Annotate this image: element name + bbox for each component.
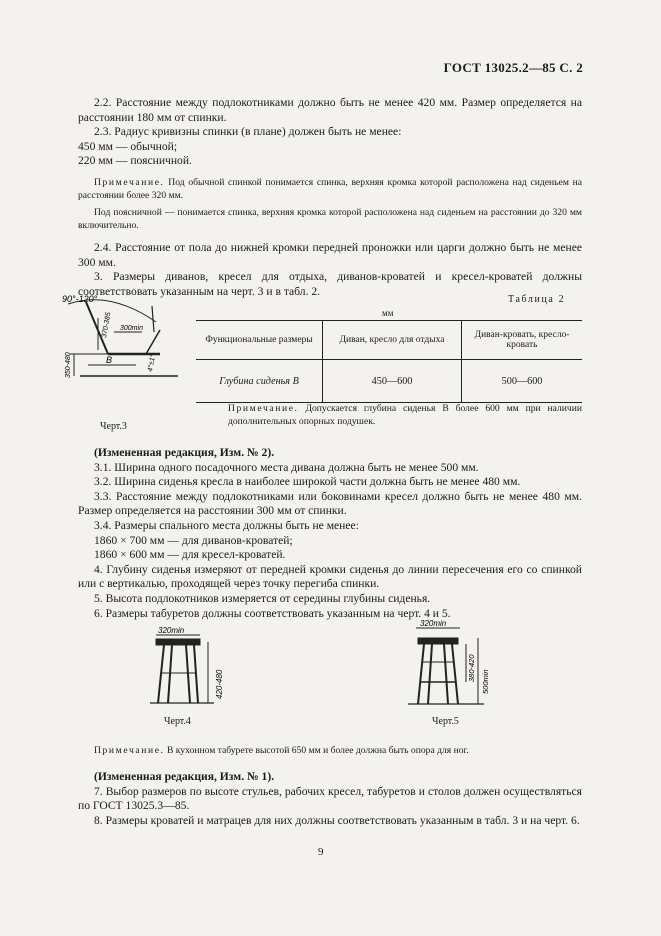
fig4-width: 320min — [158, 626, 185, 635]
text-block-top — [78, 96, 582, 299]
paragraph-8: 8. Размеры кроватей и матрацев для них должны соответствовать указанным в табл. 3 и на черт. 6. — [94, 813, 580, 827]
figure-3-drawing — [60, 292, 180, 400]
paragraph-5: 5. Высота подлокотников измеряется от середины глубины сиденья. — [94, 591, 431, 605]
table-2-header-2: Диван, кресло для отдыха — [323, 321, 462, 360]
page-number: 9 — [318, 846, 324, 858]
note-3-text: В кухонном табурете высотой 650 мм и более должна быть опора для ног. — [166, 745, 469, 756]
table-2-note-text: Допускается глубина сиденья B более 600 мм при наличии дополнительных опорных подушек. — [228, 403, 583, 427]
paragraph-2-3a: 450 мм — обычной; — [78, 139, 178, 153]
table-2-header-1: Функциональные размеры — [196, 321, 323, 360]
table-2-title: Таблица 2 — [508, 294, 566, 305]
text-block-middle — [78, 446, 582, 621]
table-2-header-row — [196, 321, 582, 360]
paragraph-3-2: 3.2. Ширина сиденья кресла в наиболее широкой части должна быть не менее 480 мм. — [94, 475, 521, 489]
figure-5-drawing — [408, 618, 494, 710]
fig3-depth: B — [106, 355, 113, 365]
paragraph-3-3: 3.3. Расстояние между подлокотниками или боковинами кресел должно быть не менее 480 мм. Размер определяется на расстоянии 300 мм от спинки. — [78, 489, 582, 518]
text-block-bottom — [78, 770, 582, 828]
table-2-cell-param: Глубина сиденья B — [196, 360, 323, 403]
table-row — [196, 360, 582, 403]
paragraph-2-2: 2.2. Расстояние между подлокотниками должно быть не менее 420 мм. Размер определяется на расстоянии 180 мм от спинки. — [78, 96, 582, 124]
paragraph-2-3: 2.3. Радиус кривизны спинки (в плане) должен быть не менее: — [94, 125, 402, 139]
fig3-back: 370-385 — [101, 311, 113, 339]
paragraph-3-4a: 1860 × 700 мм — для диванов-кроватей; — [94, 533, 293, 547]
table-2 — [196, 320, 582, 403]
note-1-label: Примечание. — [94, 176, 165, 188]
note-2: Под поясничной — понимается спинка, верхняя кромка которой расположена над сиденьем на расстоянии до 320 мм включительно. — [78, 206, 582, 231]
paragraph-4: 4. Глубину сиденья измеряют от передней кромки сиденья до линии пересечения его со спинкой или с вертикалью, проходящей через точку перегиба спинки. — [78, 562, 582, 591]
table-2-note-label: Примечание. — [228, 403, 299, 414]
fig5-width: 320min — [420, 619, 447, 628]
stool-seat — [156, 639, 200, 645]
edit-note-2: (Измененная редакция, Изм. № 2). — [94, 446, 275, 459]
paragraph-3-1: 3.1. Ширина одного посадочного места дивана должна быть не менее 500 мм. — [94, 460, 479, 474]
table-2-cell-bed: 500—600 — [462, 360, 583, 403]
table-2-note — [228, 402, 582, 428]
note-1 — [78, 176, 582, 202]
paragraph-3: 3. Размеры диванов, кресел для отдыха, диванов-кроватей и кресел-кроватей должны соответствовать указанным на черт. 3 и в табл. 2. — [78, 270, 582, 298]
note-3 — [94, 744, 582, 757]
figure-5-caption: Черт.5 — [432, 716, 459, 727]
stool-seat — [418, 638, 458, 644]
figure-4-drawing — [150, 625, 230, 707]
table-2-cell-sofa: 450—600 — [323, 360, 462, 403]
fig3-min300: 300min — [120, 325, 143, 332]
paragraph-2-3b: 220 мм — поясничной. — [78, 154, 192, 168]
table-2-header-3: Диван-кровать, кресло-кровать — [462, 321, 583, 360]
figure-4-caption: Черт.4 — [164, 716, 191, 727]
paragraph-7: 7. Выбор размеров по высоте стульев, рабочих кресел, табуретов и столов должен осуществляться по ГОСТ 13025.3—85. — [78, 784, 582, 813]
fig3-height: 350-480 — [65, 352, 72, 378]
figure-3-caption: Черт.3 — [100, 421, 127, 432]
fig5-h1: 380-420 — [467, 654, 476, 682]
paragraph-3-4b: 1860 × 600 мм — для кресел-кроватей. — [94, 548, 286, 562]
note-3-label: Примечание. — [94, 745, 165, 756]
page-header: ГОСТ 13025.2—85 С. 2 — [443, 60, 583, 75]
table-2-unit: мм — [382, 308, 394, 318]
paragraph-6: 6. Размеры табуретов должны соответствовать указанным на черт. 4 и 5. — [94, 606, 451, 620]
fig3-tilt: 4°±1° — [147, 354, 157, 373]
fig4-height: 420-480 — [215, 669, 224, 699]
paragraph-2-4: 2.4. Расстояние от пола до нижней кромки передней проножки или царги должно быть не менее 300 мм. — [78, 240, 582, 269]
note-1-text: Под обычной спинкой понимается спинка, верхняя кромка которой расположена над сиденьем на расстоянии более 320 мм. — [78, 176, 582, 201]
fig3-angle: 90°-120° — [62, 294, 98, 304]
fig5-h2: 500min — [481, 669, 490, 694]
edit-note-1: (Измененная редакция, Изм. № 1). — [94, 770, 275, 783]
paragraph-3-4: 3.4. Размеры спального места должны быть не менее: — [94, 518, 359, 532]
